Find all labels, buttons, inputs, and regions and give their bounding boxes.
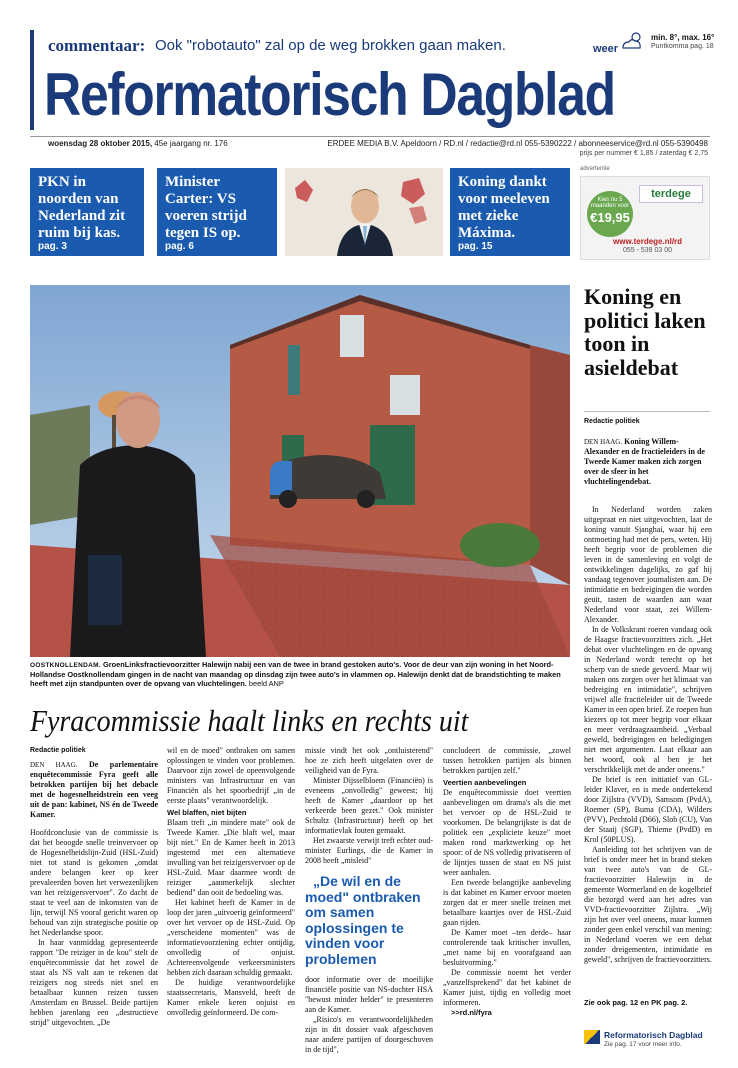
fyra-paragraph: „Risico's en verantwoordelijkheden zijn in dit dossier vaak afgeschoven naar andere partijen of doorgeschoven in de tijd", bbox=[305, 1015, 433, 1054]
fyra-paragraph: wil en de moed" ontbraken om samen oplossingen te vinden voor problemen. Daarvoor zijn zowel de opeenvolgende ministers van Infrastructuur en van Financiën als het spoorbedrijf „in de eerste plaats" verantwoordelijk. bbox=[167, 746, 295, 805]
ad-url[interactable]: www.terdege.nl/rd bbox=[613, 237, 683, 246]
side-lead bbox=[584, 437, 712, 487]
masthead-accent-bar bbox=[30, 30, 34, 130]
fyra-lead-text: De parlementaire enquêtecommissie Fyra geeft alle betrokken partijen bij het debacle met de hogesnelheidstrein een veeg uit de pan: kabinet, NS én de Tweede Kamer. bbox=[30, 760, 159, 819]
fyra-pullquote: „De wil en de moed" ontbraken om samen oplossingen te vinden voor problemen bbox=[305, 873, 421, 967]
publisher-info: ERDEE MEDIA B.V. Apeldoorn / RD.nl / redactie@rd.nl 055-5390222 / abonneeservice@rd.nl 055-5390498 bbox=[327, 139, 708, 148]
side-rule bbox=[584, 411, 710, 412]
teaser-koning[interactable] bbox=[450, 168, 570, 256]
fyra-paragraph: missie vindt het ook „ontluisterend" hoe ze zich heeft uitgelaten over de veiligheid van de Fyra. bbox=[305, 746, 433, 775]
weather-temperature: min. 8°, max. 16° bbox=[651, 33, 715, 42]
koning-photo-image bbox=[285, 168, 443, 256]
teaser-carter[interactable] bbox=[157, 168, 277, 256]
teaser-page: pag. 3 bbox=[38, 241, 67, 252]
footer-logo-sub: Zie pag. 17 voor meer info. bbox=[604, 1041, 682, 1048]
date: woensdag 28 oktober 2015, bbox=[48, 139, 153, 148]
main-photo[interactable] bbox=[30, 285, 570, 657]
photo-credit: beeld ANP bbox=[248, 679, 284, 689]
fyra-paragraph: De commissie noemt het verder „vanzelfsprekend" dat het kabinet de Kamer juist, tijdig en volledig moet informeren. bbox=[443, 968, 571, 1007]
fyra-paragraph: Het zwaarste verwijt treft echter oud-minister Eurlings, die de Kamer in 2008 heeft „misleid" bbox=[305, 836, 433, 865]
fyra-paragraph: door informatie over de moeilijke financiële positie van NS-dochter HSA "bewust minder helder" te presenteren aan de Kamer. bbox=[305, 975, 433, 1014]
side-paragraph: Aanleiding tot het schrijven van de brief is onder meer het in brand steken van twee auto's van de GL-fractievoorzitter Halewijn in de gemeente Wormerland en de kogelbrief die bezorgd werd aan het adres van VVD-fractievoorzitter Zijlstra. „Wij zijn het over veel oneens, maar kunnen zonder geen enkel verschil van mening: in Nederland voeren we een debat zonder dreigementen, intimidatie en geweld", schrijven de fractievoorzitters. bbox=[584, 845, 712, 964]
cloud-sun-icon bbox=[619, 30, 645, 52]
commentaar-label: commentaar: bbox=[48, 36, 146, 55]
caption-lead: GroenLinksfractievoorzitter Halewijn nabij een van de twee in brand gestoken auto's. Voor de deur van zijn woning in het Noord-Hollandse Oostknollendam gingen in de nacht van maandag op dinsdag zijn twee auto's in vlammen op. bbox=[30, 660, 554, 680]
fyra-subheading: Wel blaffen, niet bijten bbox=[167, 808, 247, 817]
fyra-subheading: Veertien aanbevelingen bbox=[443, 778, 527, 787]
ad-offer-badge bbox=[587, 191, 633, 237]
masthead-title[interactable]: Reformatorisch Dagblad bbox=[44, 61, 615, 128]
ad-brand: terdege bbox=[639, 185, 703, 203]
jaargang: 45e jaargang nr. 176 bbox=[154, 139, 228, 148]
fyra-paragraph: Een tweede belangrijke aanbeveling is dat kabinet en Kamer ervoor moeten zorgen dat er meer snelle treinen met betaalbare kaartjes over de HSL-Zuid gaan rijden. bbox=[443, 878, 571, 927]
caption-place: OOSTKNOLLENDAM. bbox=[30, 662, 101, 669]
fyra-column-1 bbox=[30, 746, 158, 1028]
caption-rest: Halewijn denkt dat de brandstichting te maken heeft met zijn standpunten over de opvang van vluchtelingen. bbox=[30, 670, 561, 689]
fyra-column-4 bbox=[443, 746, 571, 1018]
weather-label: weer bbox=[593, 43, 619, 55]
side-paragraph: In Nederland worden zaken uitgepraat en niet uitgevochten, laat de koning vanuit Sjanghai, waar hij een ontmoeting had met de pers, weten. Hij heeft begrip voor de problemen die leven in de samenleving en volgt de ontwikkelingen dagelijks, zo gaf hij vandaag tegenover journalisten aan. De intimidatie en bedreigingen die worden geuit, tasten de waarden aan waar Nederland voor staat, zei Willem-Alexander. bbox=[584, 505, 712, 624]
ad-price: €19,95 bbox=[590, 210, 630, 225]
ad-phone: 055 - 539 03 00 bbox=[623, 247, 673, 254]
fyra-paragraph: concludeert de commissie, „zowel tussen betrokken partijen als binnen betrokken partijen zelf." bbox=[443, 746, 571, 775]
fyra-link[interactable]: >>rd.nl/fyra bbox=[451, 1008, 492, 1017]
price-info: prijs per nummer € 1,85 / zaterdag € 2,75 bbox=[579, 150, 708, 157]
fyra-paragraph: De enquêtecommissie doet veertien aanbevelingen om drama's als die met het vervoer op de HSL-Zuid te voorkomen. De belangrijkste is dat de politiek een „expliciete keuze" moet maken rond marktwerking op het spoor: of de NS volledig privatiseren of de lijntjes tussen de staat en NS juist weer aanhalen. bbox=[443, 788, 571, 877]
teaser-page: pag. 6 bbox=[165, 241, 194, 252]
photo-caption bbox=[30, 660, 570, 689]
terdege-advertisement[interactable] bbox=[580, 176, 710, 260]
teaser-page: pag. 15 bbox=[458, 241, 493, 252]
fyra-lead bbox=[30, 760, 158, 820]
fyra-paragraph: Het kabinet heeft de Kamer in de loop der jaren „uitvoerig geïnformeerd" over het vervoer op de HSL-Zuid. Op „verscheidene momenten" was de informatievoorziening echter ontijdig, onvolledig of onjuist. Achtereenvolgende verkeersministers hebben zich daaraan schuldig gemaakt. bbox=[167, 898, 295, 977]
weather-box[interactable] bbox=[593, 30, 713, 60]
fyra-column-2 bbox=[167, 746, 295, 1018]
side-paragraph: In de Volkskrant roeren vandaag ook de Haagse fractievoorzitters zich. „Het debat over vluchtelingen en de opvang in Nederland wordt terecht op het scherp van de snede gevoerd. Maar wij maken ons zorgen over het klimaat van bedreiging en intimidatie", schrijven vrijwel alle fractieleider uit de Tweede Kamer in een open brief. Ze roepen hun kiezers op tot meer begrip voor elkaar en meer verdraagzaamheid. „Verbaal geweld, bedreigingen en beledigingen niet met argumenten. Laat elkaar aan het woord, ook al ben je het verschrikkelijk met de ander oneens." bbox=[584, 625, 712, 774]
fyra-byline: Redactie politiek bbox=[30, 747, 86, 754]
teaser-title: Minister Carter: VS voeren strijd tegen IS op. bbox=[165, 174, 247, 241]
fyra-paragraph: De Kamer moet –ten derde– haar controlerende taak kritischer invullen, „met name bij en voorafgaand aan besluitvorming." bbox=[443, 928, 571, 967]
side-article-headline[interactable]: Koning en politici laken toon in asieldebat bbox=[584, 284, 706, 380]
ad-offer: Kies nu 5 maanden voor bbox=[590, 197, 630, 209]
fyra-paragraph: In haar vanmiddag gepresenteerde rapport "De reiziger in de kou" stelt de enquêtecommissie dat het zowel de staat als NS valt aan te rekenen dat reizigers nog steeds niet snel en betaalbaar kunnen reizen tussen Amsterdam en Brussel. Beide partijen hebben jarenlang een „destructieve strijd" uitgevochten. „De bbox=[30, 938, 158, 1027]
teaser-title: PKN in noorden van Nederland zit ruim bij kas. bbox=[38, 174, 126, 241]
side-byline: Redactie politiek bbox=[584, 418, 640, 425]
weather-page-ref: Puntkomma pag. 18 bbox=[651, 43, 714, 50]
halewijn-photo-image bbox=[30, 285, 570, 657]
teaser-title: Koning dankt voor meeleven met zieke Máxima. bbox=[458, 174, 550, 241]
side-body bbox=[584, 505, 712, 965]
fyra-paragraph: De huidige verantwoordelijke staatssecretaris, Mansveld, heeft de Kamer enkele keren onjuist en onvolledig geïnformeerd. De com- bbox=[167, 978, 295, 1017]
teaser-pkn[interactable] bbox=[30, 168, 144, 256]
side-paragraph: De brief is een initiatief van GL-leider Klaver, en is mede ondertekend door Zijlstra (VVD), Samsom (PvdA), Roemer (SP), Buma (CDA), Wilders (PVV), Pechtold (D66), Slob (CU), Van der Staaij (SGP), Thieme (PvdD) en Krol (50PLUS). bbox=[584, 775, 712, 844]
side-lead-text: Koning Willem-Alexander en de fractieleiders in de Tweede Kamer maken zich zorgen over de sfeer in het vluchtelingendebat. bbox=[584, 437, 705, 486]
teaser-photo-koning[interactable] bbox=[285, 168, 443, 256]
fyra-dateline: DEN HAAG. bbox=[30, 761, 78, 769]
commentaar-text[interactable]: Ook "robotauto" zal op de weg brokken gaan maken. bbox=[155, 37, 506, 54]
masthead-rule bbox=[30, 136, 710, 137]
ad-label: advertentie bbox=[580, 166, 610, 172]
fyra-headline[interactable]: Fyracommissie haalt links en rechts uit bbox=[30, 703, 469, 738]
footer-logo-name: Reformatorisch Dagblad bbox=[604, 1030, 703, 1040]
side-see-also: Zie ook pag. 12 en PK pag. 2. bbox=[584, 998, 688, 1007]
fyra-paragraph: Hoofdconclusie van de commissie is dat het beoogde snelle treinvervoer op de Hogesnelheidslijn-Zuid (HSL-Zuid) niet tot stand is gekomen „omdat andere belangen keer op keer prevaleerden boven het verwezenlijken van het reizigersvervoer". Zo dacht de staat te veel aan de inkomsten van de lijn, terwijl NS vooral gericht waren op behoud van zijn strategische positie op het Nederlandse spoor. bbox=[30, 828, 158, 937]
fyra-paragraph: Blaam treft „in mindere mate" ook de Tweede Kamer. „Die blaft wel, maar bijt niet." En de Kamer heeft in 2013 ingestemd met een alternatieve invulling van het reizigersvervoer op de HSL-Zuid. Maar daarmee wordt de reiziger „aanmerkelijk slechter bediend" dan ooit de bedoeling was. bbox=[167, 818, 295, 897]
side-dateline: DEN HAAG. bbox=[584, 438, 623, 446]
footer-logo[interactable] bbox=[584, 1030, 714, 1058]
fyra-column-3 bbox=[305, 746, 433, 1055]
rd-logo-icon bbox=[584, 1030, 600, 1044]
issue-date bbox=[48, 139, 228, 148]
fyra-paragraph: Minister Dijsselbloem (Financiën) is eveneens „onvolledig" geweest; hij heeft de Kamer „daardoor op het verkeerde been gezet." Ook minister Schultz (Infrastructuur) heeft op het informatievlak fouten gemaakt. bbox=[305, 776, 433, 835]
